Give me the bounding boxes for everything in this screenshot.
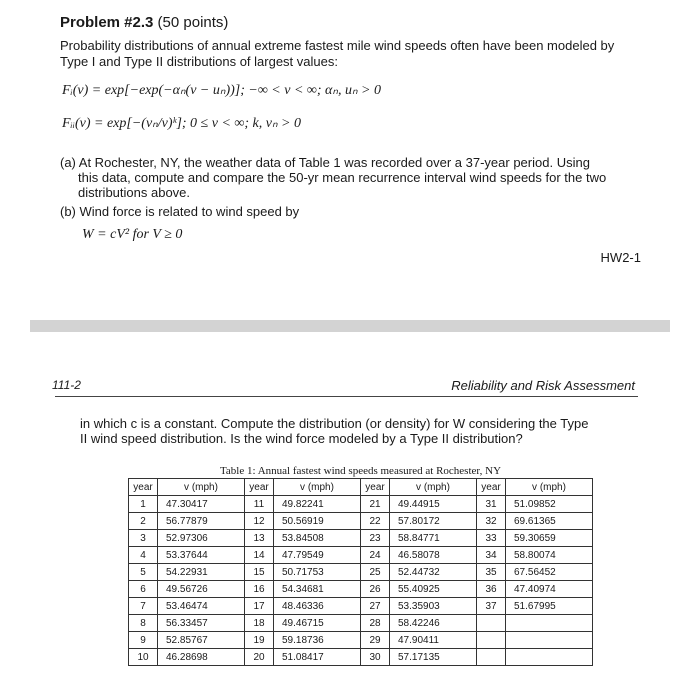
year-cell: 24 [361, 547, 390, 564]
header-year: year [361, 479, 390, 496]
speed-cell: 50.56919 [274, 513, 361, 530]
homework-tag: HW2-1 [600, 250, 641, 265]
part-a-line: distributions above. [78, 185, 191, 200]
continuation-line: II wind speed distribution. Is the wind force modeled by a Type II distribution? [80, 431, 523, 446]
speed-cell: 53.46474 [158, 598, 245, 615]
year-cell: 18 [245, 615, 274, 632]
year-cell: 12 [245, 513, 274, 530]
part-a-line: (a) At Rochester, NY, the weather data of Table 1 was recorded over a 37-year period. Using [60, 155, 590, 170]
speed-cell: 56.33457 [158, 615, 245, 632]
continuation-line: in which c is a constant. Compute the distribution (or density) for W considering the Type [80, 416, 589, 431]
year-cell: 15 [245, 564, 274, 581]
year-cell [477, 615, 506, 632]
table-header-row [129, 479, 593, 496]
speed-cell: 53.84508 [274, 530, 361, 547]
year-cell: 32 [477, 513, 506, 530]
speed-cell: 59.18736 [274, 632, 361, 649]
table-row [129, 649, 593, 666]
page-number: 111-2 [52, 378, 81, 392]
year-cell: 22 [361, 513, 390, 530]
speed-cell: 53.35903 [390, 598, 477, 615]
year-cell: 36 [477, 581, 506, 598]
year-cell: 2 [129, 513, 158, 530]
speed-cell: 51.67995 [506, 598, 593, 615]
speed-cell: 58.80074 [506, 547, 593, 564]
intro-line: Probability distributions of annual extreme fastest mile wind speeds often have been modeled by [60, 38, 615, 53]
speed-cell: 51.09852 [506, 496, 593, 513]
year-cell: 8 [129, 615, 158, 632]
header-speed: v (mph) [274, 479, 361, 496]
year-cell: 26 [361, 581, 390, 598]
problem-intro [60, 38, 614, 70]
equation-type2: Fᵢᵢ(v) = exp[−(vₙ/v)ᵏ]; 0 ≤ v < ∞; k, vₙ > 0 [62, 116, 301, 131]
table-row [129, 615, 593, 632]
speed-cell: 53.37644 [158, 547, 245, 564]
speed-cell: 52.85767 [158, 632, 245, 649]
header-year: year [477, 479, 506, 496]
year-cell: 1 [129, 496, 158, 513]
year-cell: 37 [477, 598, 506, 615]
book-title: Reliability and Risk Assessment [451, 378, 635, 393]
speed-cell: 58.42246 [390, 615, 477, 632]
year-cell: 35 [477, 564, 506, 581]
speed-cell: 52.97306 [158, 530, 245, 547]
page-separator [30, 320, 670, 332]
header-speed: v (mph) [506, 479, 593, 496]
part-b: (b) Wind force is related to wind speed by [60, 204, 300, 219]
year-cell [477, 632, 506, 649]
speed-cell: 48.46336 [274, 598, 361, 615]
speed-cell: 69.61365 [506, 513, 593, 530]
speed-cell: 58.84771 [390, 530, 477, 547]
year-cell: 27 [361, 598, 390, 615]
part-a [60, 155, 645, 200]
year-cell: 19 [245, 632, 274, 649]
year-cell: 30 [361, 649, 390, 666]
table-row [129, 547, 593, 564]
table-caption: Table 1: Annual fastest wind speeds measured at Rochester, NY [219, 465, 502, 477]
year-cell: 23 [361, 530, 390, 547]
year-cell: 14 [245, 547, 274, 564]
header-year: year [245, 479, 274, 496]
speed-cell [506, 632, 593, 649]
table-row [129, 581, 593, 598]
year-cell: 17 [245, 598, 274, 615]
speed-cell: 49.82241 [274, 496, 361, 513]
speed-cell: 59.30659 [506, 530, 593, 547]
year-cell: 9 [129, 632, 158, 649]
year-cell: 34 [477, 547, 506, 564]
equation-wind-force: W = cV² for V ≥ 0 [82, 227, 183, 242]
problem-number: Problem #2.3 [60, 14, 154, 31]
year-cell [477, 649, 506, 666]
year-cell: 10 [129, 649, 158, 666]
speed-cell: 54.22931 [158, 564, 245, 581]
continuation-text [80, 416, 640, 446]
header-rule [55, 396, 638, 397]
year-cell: 33 [477, 530, 506, 547]
speed-cell: 50.71753 [274, 564, 361, 581]
equation-type1: Fᵢ(v) = exp[−exp(−αₙ(v − uₙ))]; −∞ < v < ∞; αₙ, uₙ > 0 [62, 83, 382, 98]
speed-cell [506, 615, 593, 632]
problem-points: (50 points) [153, 14, 229, 31]
year-cell: 13 [245, 530, 274, 547]
intro-line: Type I and Type II distributions of largest values: [60, 54, 338, 69]
year-cell: 4 [129, 547, 158, 564]
part-a-line: this data, compute and compare the 50-yr mean recurrence interval wind speeds for the two [78, 170, 607, 185]
year-cell: 28 [361, 615, 390, 632]
speed-cell: 47.90411 [390, 632, 477, 649]
speed-cell: 57.17135 [390, 649, 477, 666]
speed-cell: 56.77879 [158, 513, 245, 530]
speed-cell: 67.56452 [506, 564, 593, 581]
speed-cell: 55.40925 [390, 581, 477, 598]
speed-cell [506, 649, 593, 666]
speed-cell: 46.28698 [158, 649, 245, 666]
year-cell: 21 [361, 496, 390, 513]
header-speed: v (mph) [390, 479, 477, 496]
table-row [129, 513, 593, 530]
table-row [129, 632, 593, 649]
speed-cell: 47.30417 [158, 496, 245, 513]
year-cell: 3 [129, 530, 158, 547]
table-row [129, 564, 593, 581]
speed-cell: 46.58078 [390, 547, 477, 564]
year-cell: 25 [361, 564, 390, 581]
speed-cell: 51.08417 [274, 649, 361, 666]
year-cell: 11 [245, 496, 274, 513]
table-row [129, 598, 593, 615]
speed-cell: 47.40974 [506, 581, 593, 598]
problem-title [60, 14, 228, 31]
table-row [129, 496, 593, 513]
header-year: year [129, 479, 158, 496]
year-cell: 31 [477, 496, 506, 513]
wind-speed-table [128, 463, 593, 666]
speed-cell: 49.56726 [158, 581, 245, 598]
year-cell: 5 [129, 564, 158, 581]
table-row [129, 530, 593, 547]
speed-cell: 47.79549 [274, 547, 361, 564]
year-cell: 16 [245, 581, 274, 598]
speed-cell: 54.34681 [274, 581, 361, 598]
speed-cell: 49.46715 [274, 615, 361, 632]
speed-cell: 52.44732 [390, 564, 477, 581]
year-cell: 7 [129, 598, 158, 615]
year-cell: 6 [129, 581, 158, 598]
header-speed: v (mph) [158, 479, 245, 496]
speed-cell: 57.80172 [390, 513, 477, 530]
year-cell: 20 [245, 649, 274, 666]
year-cell: 29 [361, 632, 390, 649]
speed-cell: 49.44915 [390, 496, 477, 513]
